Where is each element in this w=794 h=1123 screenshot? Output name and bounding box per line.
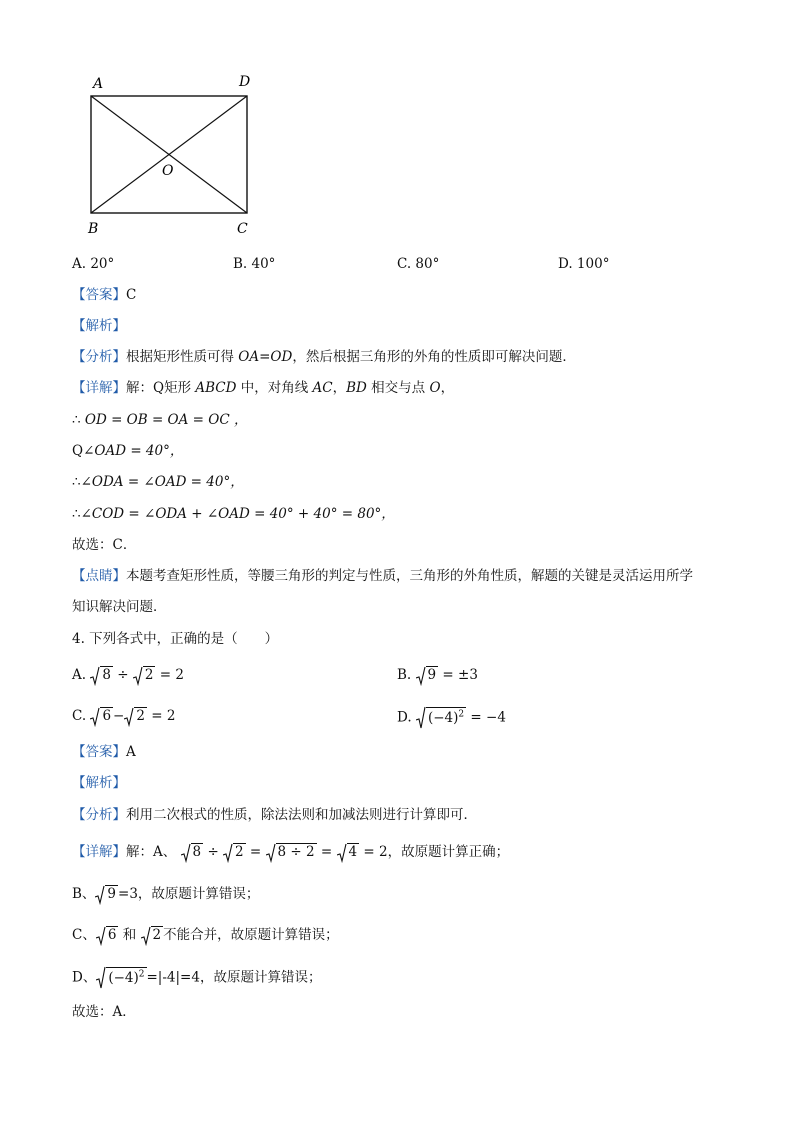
analysis-tag: 【解析】 (72, 775, 126, 791)
sqrt-6 (96, 925, 119, 946)
analysis-tag: 【解析】 (72, 318, 126, 334)
answer-tag: 【答案】 (72, 287, 126, 303)
mid-text: 中，对角线 (236, 380, 313, 396)
sqrt-6 (90, 706, 113, 727)
sqrt-2 (133, 665, 156, 686)
radicand (106, 967, 146, 986)
sqrt-2 (141, 925, 164, 946)
opt-d-eq: = −4 (470, 709, 506, 726)
rectangle-diagram (82, 68, 272, 248)
exponent: 2 (138, 969, 145, 979)
step4-math: ∠COD = ∠ODA + ∠OAD = 40° + 40° = 80°， (80, 506, 395, 522)
q4-xiangjie-d (72, 964, 321, 990)
q3-option-c: C. 80° (397, 256, 440, 272)
label-o: O (162, 163, 174, 179)
rect-name: ABCD (195, 380, 237, 396)
sqrt-2 (124, 706, 147, 727)
opt-a-eq: = 2 (159, 667, 184, 683)
radicand (426, 707, 466, 726)
q3-step1 (72, 410, 247, 430)
fenxi-math: OA=OD (238, 349, 293, 365)
label-b: B (88, 221, 99, 237)
q3-step2 (72, 441, 183, 461)
divide-sign: ÷ (207, 844, 219, 860)
radicand: 8 ÷ 2 (277, 844, 315, 860)
comma: ， (332, 380, 347, 396)
sqrt-4 (337, 842, 360, 863)
q4-fenxi (72, 805, 477, 825)
xiangjie-tag: 【详解】 (72, 844, 126, 860)
xj-a-pre: 解：A、 (126, 844, 177, 860)
opt-d-label: D. (397, 709, 412, 726)
step3-math: ∠ODA = ∠OAD = 40°， (80, 474, 244, 490)
answer-tag: 【答案】 (72, 744, 126, 760)
therefore-symbol-3: ∴ (72, 506, 81, 522)
end-comma: ， (440, 380, 455, 396)
q3-choose: 故选：C． (72, 537, 137, 553)
label-a: A (93, 76, 104, 92)
sqrt-8 (181, 842, 204, 863)
fenxi-post: ，然后根据三角形的外角的性质即可解决问题． (292, 349, 576, 365)
diag-bd: BD (346, 380, 367, 396)
radicand: 2 (136, 708, 145, 724)
answer-value: A (126, 744, 136, 760)
radicand: 4 (348, 844, 358, 860)
q3-step4 (72, 504, 395, 524)
xj-d-pre: D、 (72, 969, 97, 986)
xj-b-pre: B、 (72, 886, 96, 902)
exponent: 2 (458, 709, 465, 719)
q3-analysis-heading (72, 316, 126, 336)
q4-xiangjie-c (72, 925, 339, 946)
q3-dianjing-1 (72, 566, 693, 586)
intersect-text: 相交与点 (366, 380, 430, 396)
q4-option-a (72, 665, 184, 686)
sqrt-8-div-2 (266, 842, 317, 863)
xj-a-post: ，故原题计算正确； (387, 844, 510, 860)
radicand-base: (−4) (427, 709, 459, 726)
radicand: 9 (427, 667, 437, 683)
q4-answer (72, 742, 136, 762)
xj-b-post: =3，故原题计算错误； (118, 886, 260, 902)
fenxi-tag: 【分析】 (72, 807, 126, 823)
sqrt-neg4-squared (96, 964, 146, 990)
label-d: D (239, 74, 251, 90)
sqrt-2 (223, 842, 246, 863)
q4-option-c: C. 6 − 2 = 2 (72, 706, 175, 727)
opt-b-label: B. (397, 667, 412, 683)
divide-sign: ÷ (117, 667, 129, 683)
radicand: 2 (235, 844, 244, 860)
rect-text: 矩形 (164, 380, 196, 396)
fenxi-pre: 根据矩形性质可得 (126, 349, 239, 365)
q4-option-d (397, 704, 506, 730)
radicand: 2 (152, 927, 162, 943)
because-symbol-2: Q (72, 443, 84, 459)
q4-option-b (397, 665, 478, 686)
label-c: C (237, 221, 248, 237)
point-o: O (429, 380, 441, 396)
q3-step3 (72, 472, 244, 492)
q3-fenxi (72, 347, 576, 367)
xiangjie-tag: 【详解】 (72, 380, 126, 396)
q3-option-d: D. 100° (558, 256, 610, 272)
xj-c-mid: 和 (118, 927, 141, 943)
answer-value: C (126, 287, 137, 303)
step2-math: ∠OAD = 40°， (83, 443, 184, 459)
opt-c-eq: = 2 (151, 708, 176, 724)
dianjing-text-1: 本题考查矩形性质，等腰三角形的判定与性质，三角形的外角性质，解题的关键是灵活运用所学 (126, 568, 693, 584)
sqrt-neg4-squared (416, 704, 466, 730)
radicand: 9 (107, 886, 117, 902)
sqrt-8 (90, 665, 113, 686)
diag-ac: AC (312, 380, 333, 396)
sqrt-9 (416, 665, 439, 686)
sqrt-9 (95, 884, 118, 905)
opt-b-eq: = ±3 (442, 667, 478, 683)
therefore-symbol: ∴ (72, 412, 81, 428)
because-symbol: Q (153, 380, 165, 396)
q4-xiangjie-a: 【详解】解：A、 8 ÷ 2 = 8 ÷ 2 = 4 = 2，故原题计算正确； (72, 842, 509, 863)
q4-xiangjie-b (72, 884, 259, 905)
q3-answer (72, 285, 136, 305)
q3-option-a: A. 20° (72, 256, 115, 272)
radicand: 6 (102, 708, 112, 724)
xj-d-post: =|-4|=4，故原题计算错误； (146, 969, 322, 986)
radicand: 2 (144, 667, 154, 683)
radicand: 6 (107, 927, 117, 943)
xj-c-post: 不能合并，故原题计算错误； (163, 927, 339, 943)
opt-c-label: C. (72, 708, 87, 724)
opt-a-label: A. (72, 667, 87, 683)
q3-dianjing-2: 知识解决问题． (72, 599, 167, 615)
q3-xiangjie (72, 378, 454, 398)
xj-c-pre: C、 (72, 927, 96, 943)
radicand-base: (−4) (108, 969, 139, 986)
q4-analysis-heading (72, 773, 126, 793)
fenxi-text: 利用二次根式的性质，除法法则和加减法则进行计算即可． (126, 807, 477, 823)
q3-option-b: B. 40° (233, 256, 276, 272)
radicand: 8 (102, 667, 111, 683)
dianjing-tag: 【点睛】 (72, 568, 126, 584)
fenxi-tag: 【分析】 (72, 349, 126, 365)
xiangjie-pre: 解： (126, 380, 153, 396)
step1-math: OD = OB = OA = OC ， (84, 412, 248, 428)
q4-title: 4. 下列各式中，正确的是（ ） (72, 631, 279, 647)
q4-choose: 故选：A． (72, 1004, 136, 1020)
therefore-symbol-2: ∴ (72, 474, 81, 490)
radicand: 8 (192, 844, 202, 860)
